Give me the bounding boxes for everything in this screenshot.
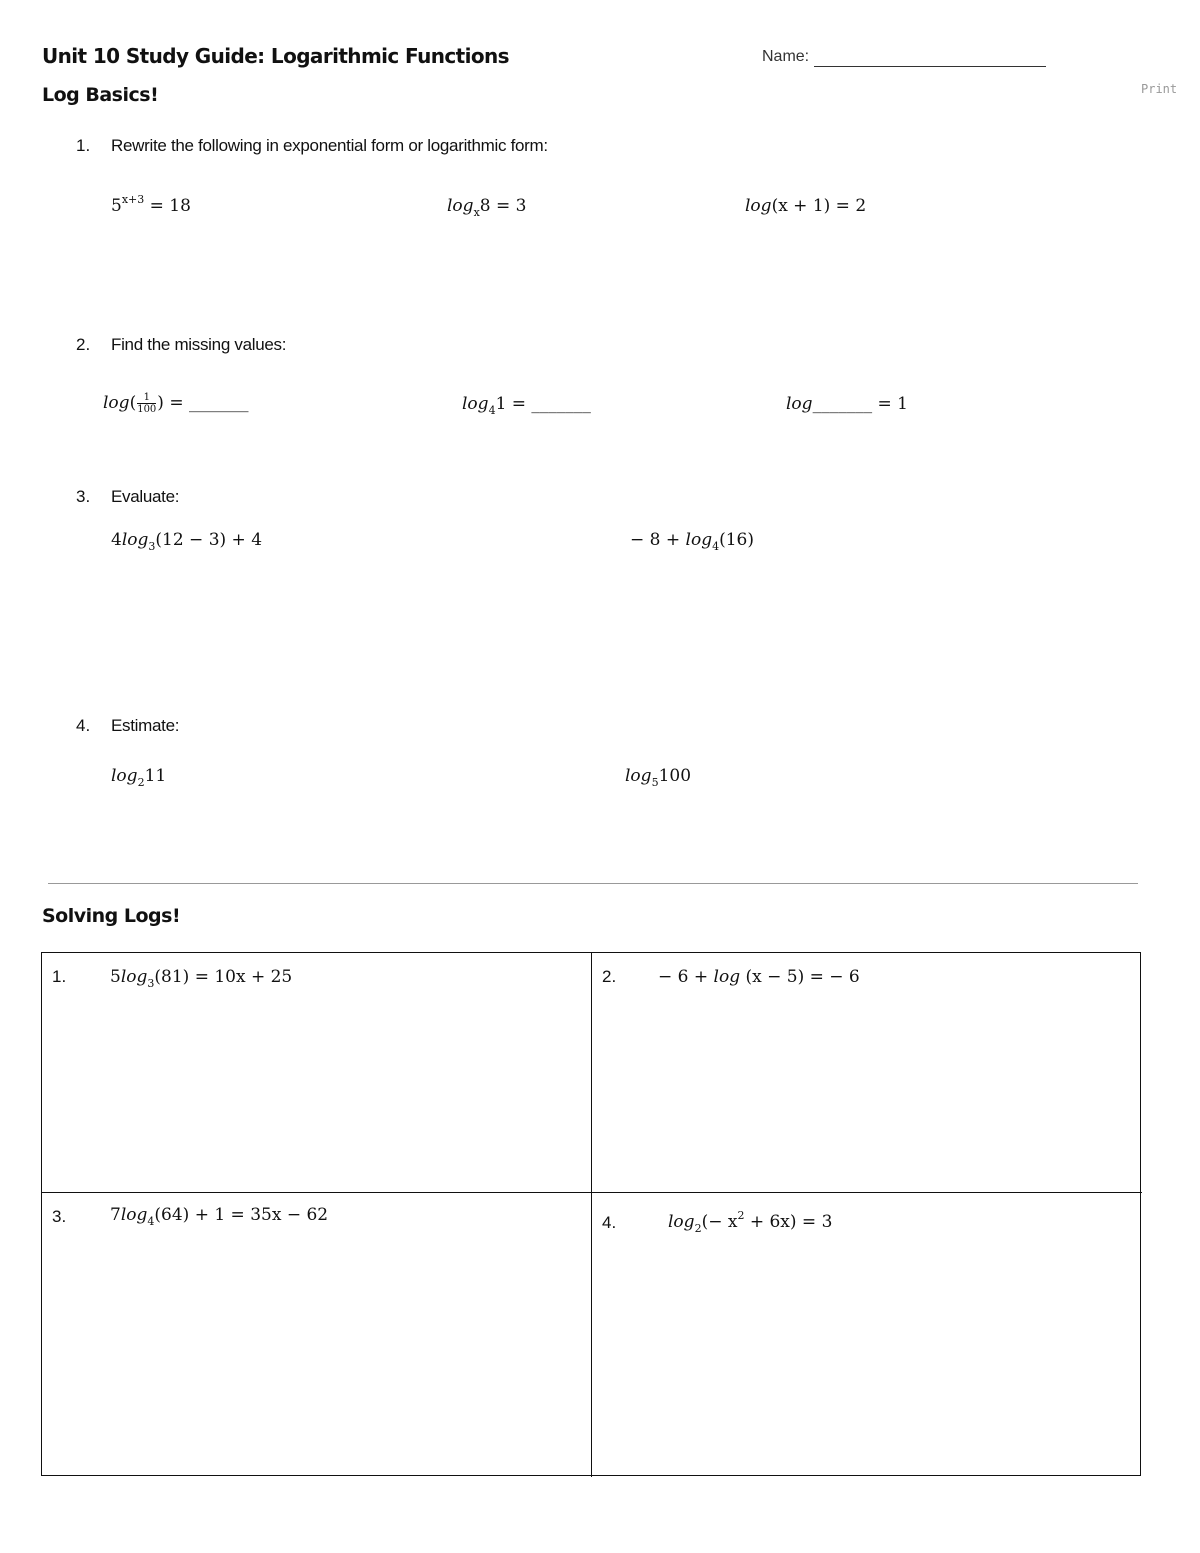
coefficient: 4 <box>111 530 122 550</box>
fraction <box>137 392 156 415</box>
section-heading-solving-logs: Solving Logs! <box>42 905 181 927</box>
problem-number: 2. <box>602 967 617 986</box>
log-text: log <box>625 766 652 786</box>
question-text: Estimate: <box>111 716 180 735</box>
expression-rest: 100 <box>658 766 692 786</box>
section-divider <box>48 883 1138 884</box>
expression-evaluate-a <box>111 530 263 553</box>
log-subscript: 4 <box>488 404 496 417</box>
paren-open: ( <box>129 393 137 413</box>
expression-log-fraction <box>103 392 249 415</box>
log-subscript: x <box>473 206 480 219</box>
name-field-line[interactable] <box>814 66 1046 67</box>
coefficient: 5 <box>110 967 121 987</box>
log-text: log <box>120 967 148 987</box>
log-text: log <box>685 530 713 550</box>
print-button[interactable]: Print <box>1141 82 1178 96</box>
expression-rest: (12 − 3) + 4 <box>155 530 263 550</box>
log-text: log <box>786 394 813 414</box>
problem-cell-4[interactable] <box>592 1193 1142 1477</box>
denominator: 100 <box>137 404 157 415</box>
expression-rest: (81) = 10x + 25 <box>154 967 293 987</box>
numerator: 1 <box>143 392 150 403</box>
expression-exponential <box>111 193 191 216</box>
problem-cell-1[interactable] <box>42 953 592 1193</box>
problem-grid <box>41 952 1141 1476</box>
expression-rest: 1 = _______ <box>495 394 591 414</box>
log-subscript: 4 <box>712 540 720 553</box>
log-subscript: 3 <box>148 540 156 553</box>
question-number: 2. <box>76 335 91 354</box>
section-heading-log-basics: Log Basics! <box>42 84 159 106</box>
paren-close: ) <box>157 393 164 413</box>
expression-log-base-4 <box>462 394 591 417</box>
expression-rest: (x + 1) = 2 <box>771 196 867 216</box>
expression-log-base-x <box>447 196 527 219</box>
expression-rest: (x − 5) = − 6 <box>740 967 860 987</box>
log-text: log <box>111 766 138 786</box>
exponent: x+3 <box>121 193 145 206</box>
log-text: log <box>713 967 741 987</box>
log-text: log <box>668 1212 695 1232</box>
log-subscript: 5 <box>651 776 659 789</box>
problem-expression <box>110 967 293 990</box>
coefficient: 7 <box>110 1205 121 1225</box>
expression-rest: 8 = 3 <box>479 196 527 216</box>
question-number: 1. <box>76 136 91 155</box>
problem-cell-2[interactable] <box>592 953 1142 1193</box>
log-subscript: 2 <box>694 1222 702 1235</box>
problem-number: 3. <box>52 1207 67 1226</box>
expression-rest: (64) + 1 = 35x − 62 <box>154 1205 329 1225</box>
question-number: 3. <box>76 487 91 506</box>
prefix: − 8 + <box>630 530 686 550</box>
expression-estimate-b <box>625 766 692 789</box>
expression-rest: = _______ <box>163 393 249 413</box>
log-subscript: 2 <box>137 776 145 789</box>
question-number: 4. <box>76 716 91 735</box>
log-text: log <box>121 530 149 550</box>
problem-cell-3[interactable] <box>42 1193 592 1477</box>
log-subscript: 4 <box>147 1215 155 1228</box>
problem-expression <box>658 967 860 987</box>
problem-expression <box>110 1205 329 1228</box>
expression-common-log <box>745 196 866 216</box>
problem-number: 1. <box>52 967 67 986</box>
expression-rest: + 6x) = 3 <box>744 1212 833 1232</box>
log-subscript: 3 <box>147 977 155 990</box>
expression-rest: = 18 <box>144 196 191 216</box>
expression-log-missing-base <box>786 394 908 414</box>
log-text: log <box>745 196 772 216</box>
expression-rest: (16) <box>719 530 754 550</box>
log-text: log <box>462 394 489 414</box>
question-text: Evaluate: <box>111 487 180 506</box>
expression-rest: _______ = 1 <box>812 394 908 414</box>
question-text: Rewrite the following in exponential form or logarithmic form: <box>111 136 548 155</box>
name-label: Name: <box>762 48 810 65</box>
problem-number: 4. <box>602 1213 617 1232</box>
log-text: log <box>103 393 130 413</box>
expression-evaluate-b <box>630 530 754 553</box>
page-title: Unit 10 Study Guide: Logarithmic Functions <box>42 44 509 68</box>
log-text: log <box>120 1205 148 1225</box>
log-text: log <box>447 196 474 216</box>
expression-estimate-a <box>111 766 167 789</box>
expression-rest: 11 <box>144 766 167 786</box>
prefix: − 6 + <box>658 967 714 987</box>
expression-middle: (− x <box>701 1212 738 1232</box>
exponent: 2 <box>737 1209 745 1222</box>
base: 5 <box>111 196 122 216</box>
question-text: Find the missing values: <box>111 335 287 354</box>
problem-expression <box>668 1209 833 1235</box>
